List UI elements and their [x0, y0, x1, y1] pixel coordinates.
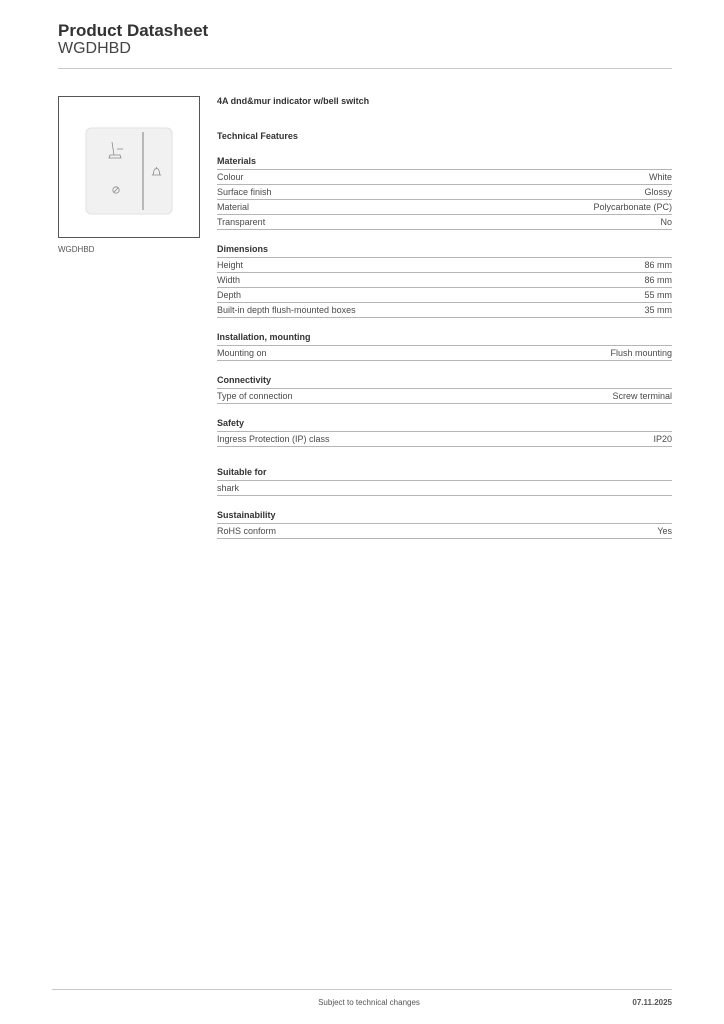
- section-title: Installation, mounting: [217, 332, 672, 346]
- section-title: Dimensions: [217, 244, 672, 258]
- spec-value: 86 mm: [644, 275, 672, 285]
- spec-row: [217, 389, 672, 404]
- section-dimensions: [217, 244, 672, 318]
- spec-row: [217, 185, 672, 200]
- spec-value: Polycarbonate (PC): [593, 202, 672, 212]
- spec-label: Type of connection: [217, 391, 293, 401]
- product-name: 4A dnd&mur indicator w/bell switch: [217, 96, 370, 106]
- spec-row: [217, 524, 672, 539]
- technical-features-heading: Technical Features: [217, 131, 298, 141]
- spec-label: Built-in depth flush-mounted boxes: [217, 305, 356, 315]
- spec-value: Flush mounting: [610, 348, 672, 358]
- spec-label: Material: [217, 202, 250, 212]
- section-title: Sustainability: [217, 510, 672, 524]
- section-suitable-for: [217, 467, 672, 496]
- spec-sheet: [217, 96, 672, 553]
- spec-label: Depth: [217, 290, 242, 300]
- switch-plate-illustration: [59, 97, 199, 237]
- section-title: Connectivity: [217, 375, 672, 389]
- spec-value: White: [648, 172, 672, 182]
- spec-label: Ingress Protection (IP) class: [217, 434, 330, 444]
- footer-date: 07.11.2025: [632, 998, 672, 1007]
- page-title: Product Datasheet: [58, 21, 209, 40]
- spec-row: [217, 303, 672, 318]
- spec-row: [217, 481, 672, 496]
- spec-row: [217, 170, 672, 185]
- spec-row: [217, 215, 672, 230]
- image-caption: WGDHBD: [58, 245, 95, 254]
- spec-row: [217, 432, 672, 447]
- spec-label: Height: [217, 260, 244, 270]
- spec-value: Yes: [657, 526, 672, 536]
- spec-value: 86 mm: [644, 260, 672, 270]
- footer-divider: [52, 989, 672, 990]
- spec-row: [217, 346, 672, 361]
- spec-value: 35 mm: [644, 305, 672, 315]
- spec-label: Mounting on: [217, 348, 267, 358]
- spec-label: shark: [217, 483, 240, 493]
- spec-label: Width: [217, 275, 241, 285]
- footer-note: Subject to technical changes: [318, 998, 420, 1007]
- section-installation: [217, 332, 672, 361]
- spec-row: [217, 273, 672, 288]
- spec-value: 55 mm: [644, 290, 672, 300]
- section-safety: [217, 418, 672, 447]
- spec-value: Glossy: [644, 187, 672, 197]
- spec-value: Screw terminal: [612, 391, 672, 401]
- spec-row: [217, 200, 672, 215]
- spec-value: No: [660, 217, 672, 227]
- section-connectivity: [217, 375, 672, 404]
- header-divider: [58, 68, 672, 69]
- product-image: [58, 96, 200, 238]
- section-title: Suitable for: [217, 467, 672, 481]
- section-title: Materials: [217, 156, 672, 170]
- spec-label: Surface finish: [217, 187, 272, 197]
- section-title: Safety: [217, 418, 672, 432]
- section-materials: [217, 156, 672, 230]
- spec-label: Colour: [217, 172, 244, 182]
- spec-label: Transparent: [217, 217, 266, 227]
- spec-row: [217, 288, 672, 303]
- spec-row: [217, 258, 672, 273]
- spec-label: RoHS conform: [217, 526, 277, 536]
- page-header: [58, 22, 208, 58]
- spec-value: IP20: [653, 434, 672, 444]
- product-code: WGDHBD: [58, 40, 131, 57]
- section-sustainability: [217, 510, 672, 539]
